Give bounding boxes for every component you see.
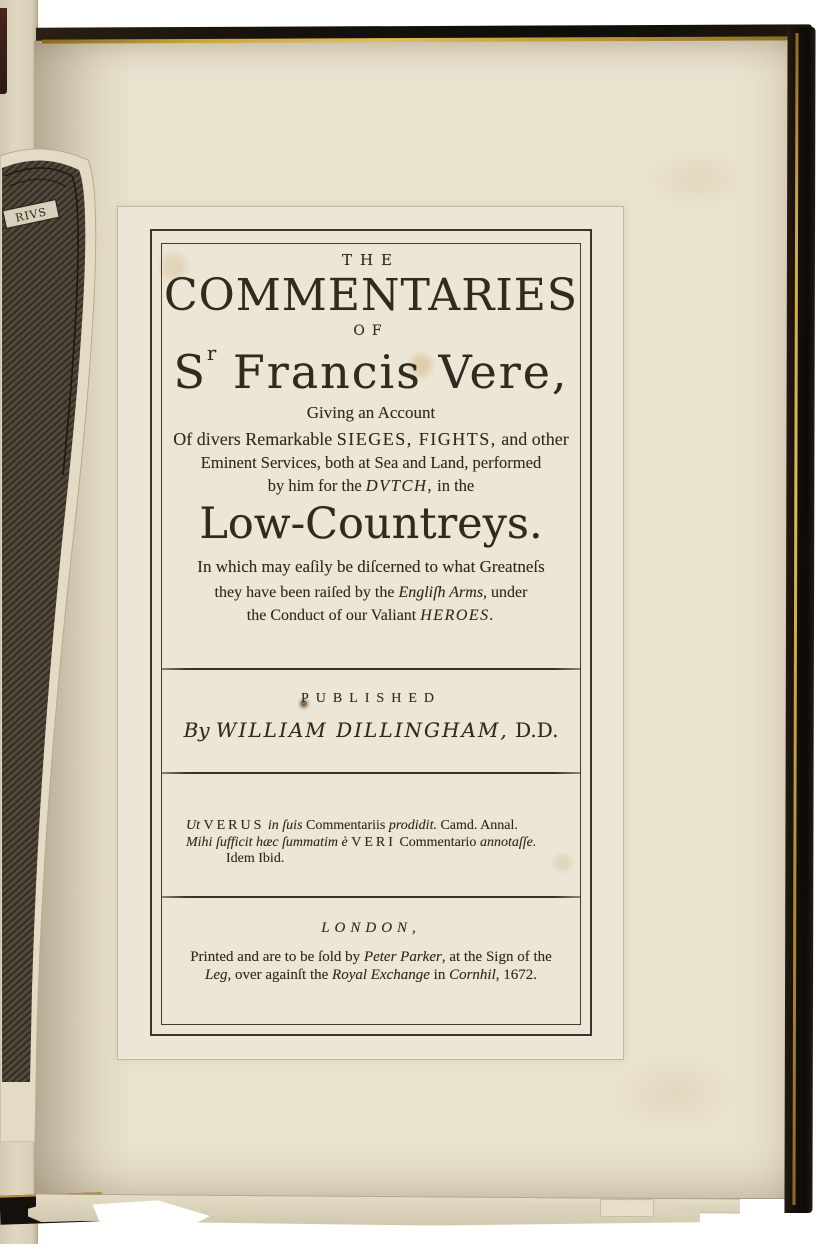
text-fragment: , at the Sign of the [441,949,552,966]
account-line: Giving an Account [306,403,436,423]
region-title: Low-Countreys. [199,498,543,549]
text-fragment: in [429,967,450,984]
imprint-city: LONDON, [321,920,421,937]
subtitle-line-2 [162,429,580,451]
divider-rule [162,668,580,670]
text-fragment: Engliſh Arms [398,583,484,601]
author-superscript: r [206,342,217,366]
title-border-outer [150,229,592,1036]
text-fragment: VERUS [203,817,265,833]
text-fragment: Printed and are to be ſold by [190,949,364,966]
blurb-line-2 [162,583,580,602]
imprint-block [162,948,580,984]
text-fragment: Commentariis [306,817,389,833]
text-fragment: annotaſſe. [479,834,537,850]
imprint-line-2 [162,966,580,984]
title-head-word: THE [341,251,401,269]
text-fragment: by him for the [267,476,366,496]
imprint-line-1 [162,948,580,966]
text-fragment: , over againſt the [227,967,333,984]
text-fragment: , under [483,583,528,601]
text-fragment: in ſuis [264,817,307,833]
text-fragment: VERI [351,834,396,850]
of-word: OF [353,323,389,340]
divider-rule [162,896,580,898]
text-fragment: SIEGES, FIGHTS, [336,428,497,449]
text-fragment: they have been raiſed by the [214,583,399,601]
text-fragment: DVTCH, [365,476,434,496]
text-fragment: D.D. [508,717,559,742]
text-fragment: Commentario [395,834,480,850]
text-fragment: Cornhil [449,967,496,984]
cover-right-edge [784,27,815,1213]
text-fragment: Royal Exchange [332,967,430,984]
gilt-line-right [792,33,798,1205]
text-fragment: prodidit. [388,817,437,833]
author-initial: S [173,345,207,400]
text-fragment: By [183,717,216,742]
text-fragment: in the [433,476,475,496]
spine-sliver [0,8,7,94]
blurb-line-3 [162,606,580,625]
subtitle-line-3: Eminent Services, both at Sea and Land, performed [200,453,542,473]
blurb-line-1: In which may eaſily be diſcerned to what Greatneſs [197,557,545,577]
epigraph-line-3: Idem Ibid. [226,851,285,867]
epigraph-block [162,818,580,868]
text-fragment: Of divers Remarkable [173,428,337,449]
title-border-inner [161,243,581,1025]
frontispiece-engraving [0,130,112,1142]
engraving-banner-text: RIVS [14,205,49,225]
text-fragment: HEROES. [420,606,496,624]
main-title: COMMENTARIES [164,270,578,321]
publisher-byline [162,718,580,742]
divider-rule [162,772,580,774]
text-fragment: Camd. Annal. [436,817,518,833]
text-fragment: , 1672. [495,967,538,984]
text-fragment: the Conduct of our Valiant [246,606,421,624]
text-fragment: Peter Parker [363,949,442,966]
author-name [162,343,580,399]
author-rest: Francis Vere, [216,345,569,400]
subtitle-line-4 [162,476,580,496]
published-label: PUBLISHED [300,690,441,706]
text-fragment: Ut [186,817,204,833]
text-fragment: WILLIAM DILLINGHAM, [215,717,509,742]
text-fragment: Leg [204,967,228,984]
epigraph-line-1 [186,818,580,835]
text-fragment: and other [496,428,569,449]
bottom-page-edge [600,1199,654,1217]
epigraph-line-2 [186,835,580,852]
text-fragment: Mihi ſufficit hæc ſummatim è [186,834,352,850]
